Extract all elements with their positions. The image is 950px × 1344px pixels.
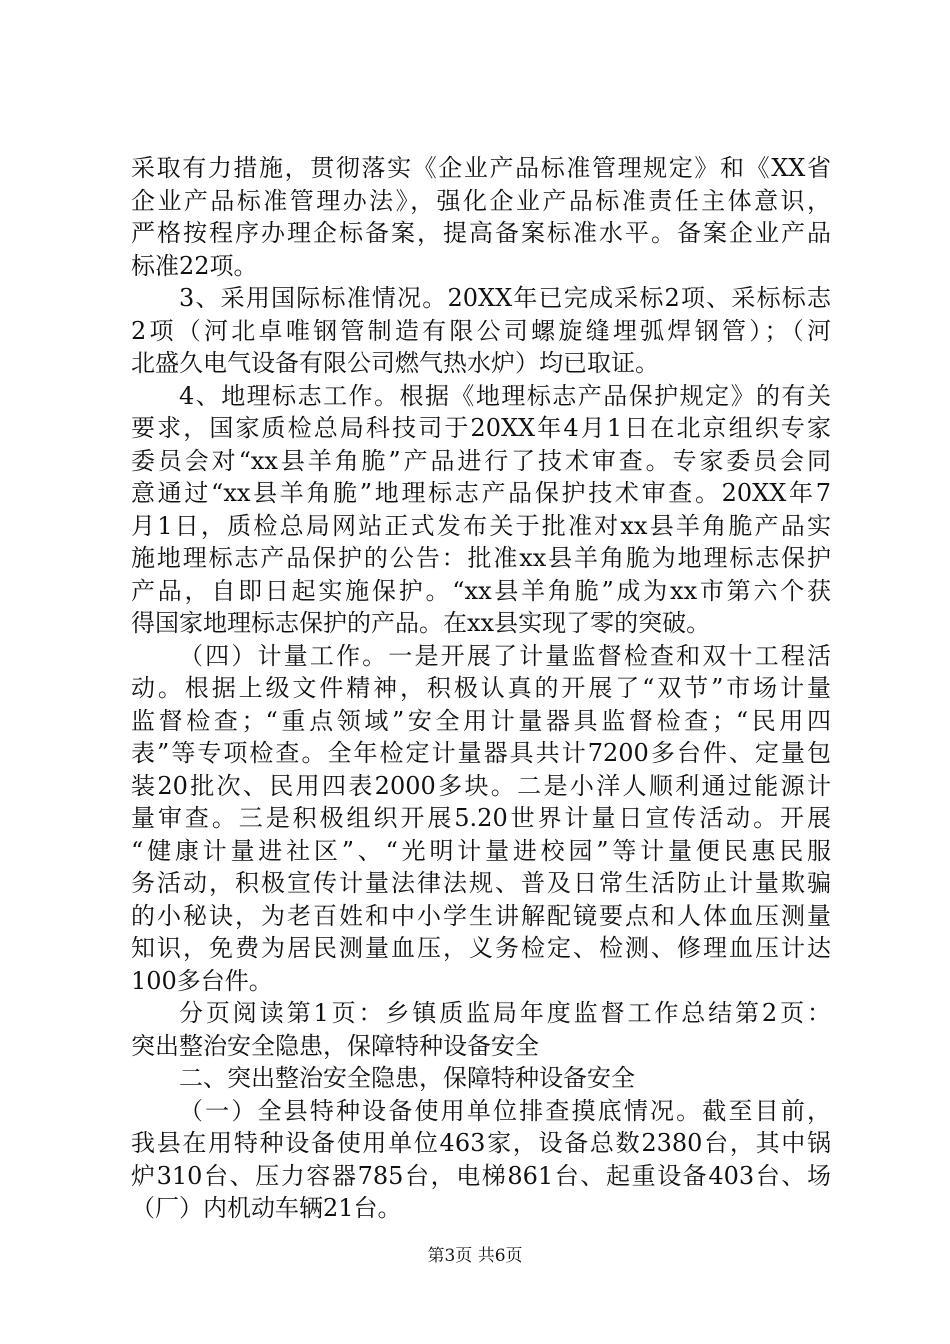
text-line: 4、地理标志工作。根据《地理标志产品保护规定》的有关 [179, 381, 831, 410]
text-line: 企业产品标准管理办法》，强化企业产品标准责任主体意识， [131, 186, 831, 215]
text-line: （一）全县特种设备使用单位排查摸底情况。截至目前， [179, 1096, 831, 1125]
text-line: 得国家地理标志保护的产品。在xx县实现了零的突破。 [131, 609, 711, 637]
text-line: （厂）内机动车辆21台。 [131, 1194, 402, 1222]
text-line: 采取有力措施，贯彻落实《企业产品标准管理规定》和《XX省 [131, 154, 831, 182]
text-line: 突出整治安全隐患，保障特种设备安全 [131, 1031, 539, 1060]
text-line: 装20批次、民用四表2000多块。二是小洋人顺利通过能源计 [131, 771, 831, 800]
text-line: 量审查。三是积极组织开展5.20世界计量日宣传活动。开展 [131, 804, 831, 832]
text-line: （四）计量工作。一是开展了计量监督检查和双十工程活 [179, 641, 831, 670]
text-line: 标准22项。 [131, 251, 258, 280]
text-line: 北盛久电气设备有限公司燃气热水炉）均已取证。 [131, 349, 659, 377]
text-line: 严格按程序办理企标备案，提高备案标准水平。备案企业产品 [131, 219, 831, 247]
text-line: 100多台件。 [131, 966, 273, 995]
text-line: 意通过“xx县羊角脆”地理标志产品保护技术审查。20XX年7 [131, 479, 831, 507]
text-line: 施地理标志产品保护的公告：批准xx县羊角脆为地理标志保护 [131, 544, 831, 572]
text-line: 务活动，积极宣传计量法律法规、普及日常生活防止计量欺骗 [131, 869, 831, 897]
text-line: 表”等专项检查。全年检定计量器具共计7200多台件、定量包 [131, 739, 831, 767]
text-line: 我县在用特种设备使用单位463家，设备总数2380台，其中锅 [131, 1129, 831, 1157]
text-line: 要求，国家质检总局科技司于20XX年4月1日在北京组织专家 [131, 414, 831, 442]
text-line: 二、突出整治安全隐患，保障特种设备安全 [179, 1064, 635, 1092]
text-line: 炉310台、压力容器785台，电梯861台、起重设备403台、场 [131, 1161, 831, 1190]
text-line: 3、采用国际标准情况。20XX年已完成采标2项、采标标志 [179, 284, 831, 312]
text-line: 动。根据上级文件精神，积极认真的开展了“双节”市场计量 [131, 674, 831, 702]
text-line: 委员会对“xx县羊角脆”产品进行了技术审查。专家委员会同 [131, 446, 831, 475]
text-line: 知识，免费为居民测量血压，义务检定、检测、修理血压计达 [131, 934, 831, 962]
text-line: 监督检查；“重点领域”安全用计量器具监督检查；“民用四 [131, 706, 831, 735]
text-line: 2项（河北卓唯钢管制造有限公司螺旋缝埋弧焊钢管）；（河 [131, 316, 831, 345]
page-footer: 第3页 共6页 [427, 1246, 523, 1266]
text-line: 分页阅读第1页：乡镇质监局年度监督工作总结第2页： [179, 999, 831, 1027]
text-line: “健康计量进社区”、“光明计量进校园”等计量便民惠民服 [131, 836, 831, 865]
document-body [131, 152, 831, 1225]
text-line: 产品，自即日起实施保护。“xx县羊角脆”成为xx市第六个获 [131, 576, 831, 605]
text-line: 月1日，质检总局网站正式发布关于批准对xx县羊角脆产品实 [131, 511, 831, 540]
text-line: 的小秘诀，为老百姓和中小学生讲解配镜要点和人体血压测量 [131, 901, 831, 930]
